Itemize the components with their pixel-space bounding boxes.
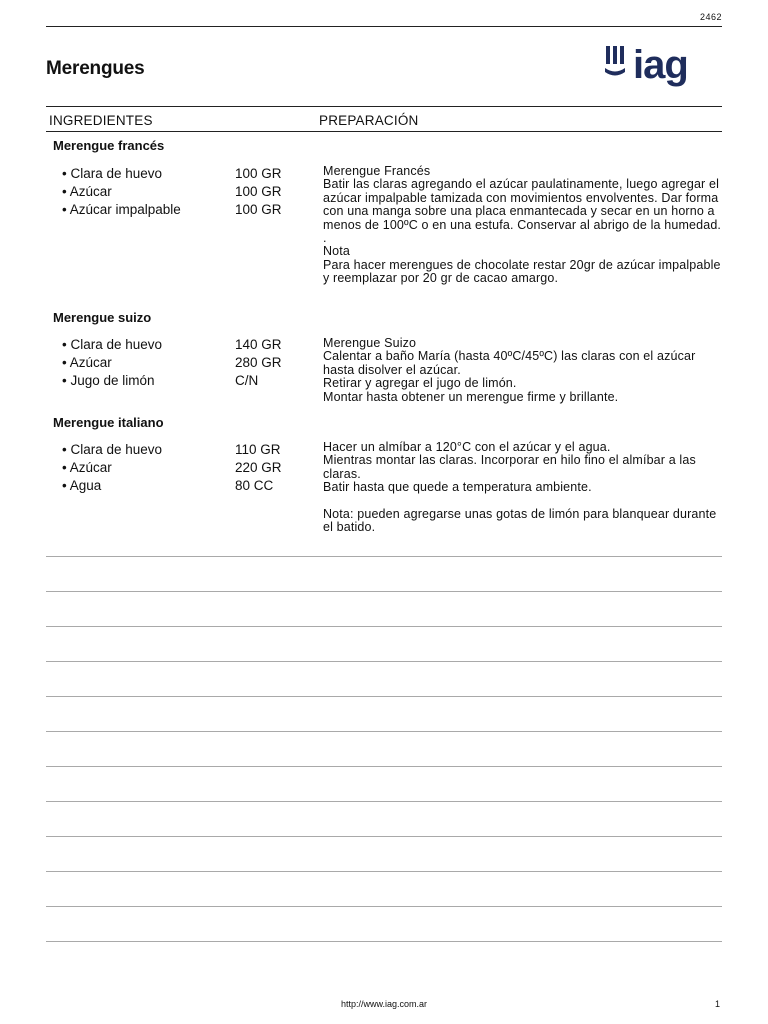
page-title: Merengues	[46, 58, 145, 79]
ingredient-name: • Azúcar	[62, 460, 112, 475]
preparation-step: .	[323, 231, 327, 246]
note-line	[46, 661, 722, 662]
preparation-step: Retirar y agregar el jugo de limón.	[323, 376, 517, 391]
ingredient-quantity: 100 GR	[235, 184, 282, 199]
section-title: Merengue italiano	[53, 415, 164, 430]
ingredient-quantity: 220 GR	[235, 460, 282, 475]
section-title: Merengue suizo	[53, 310, 152, 325]
header-rule	[46, 26, 722, 27]
ingredient-row	[62, 165, 302, 183]
note-line	[46, 591, 722, 592]
ingredient-row	[62, 459, 302, 477]
note-line	[46, 836, 722, 837]
ingredient-name: • Jugo de limón	[62, 373, 155, 388]
ingredient-row	[62, 336, 302, 354]
page-number: 1	[714, 999, 720, 1009]
preparation-text	[323, 165, 723, 286]
note-line	[46, 626, 722, 627]
ingredient-row	[62, 354, 302, 372]
ingredient-row	[62, 201, 302, 219]
note-line	[46, 906, 722, 907]
iag-logo	[604, 44, 708, 90]
table-header-rule	[46, 131, 722, 132]
notes-area	[46, 556, 722, 944]
ingredient-quantity: 100 GR	[235, 202, 282, 217]
preparation-step: Mientras montar las claras. Incorporar en hilo fino el almíbar a las claras.	[323, 453, 696, 481]
table-top-rule	[46, 106, 722, 107]
preparation-note-label: Nota	[323, 244, 351, 259]
ingredient-quantity: C/N	[235, 373, 259, 388]
note-line	[46, 941, 722, 942]
note-line	[46, 731, 722, 732]
preparation-step: Hacer un almíbar a 120°C con el azúcar y el agua.	[323, 440, 611, 454]
ingredient-quantity: 100 GR	[235, 166, 282, 181]
ingredient-name: • Azúcar	[62, 355, 112, 370]
ingredient-row	[62, 372, 302, 390]
ingredient-quantity: 280 GR	[235, 355, 282, 370]
logo-wordmark: iag	[633, 44, 688, 87]
ingredient-name: • Clara de huevo	[62, 166, 163, 181]
preparation-step: Batir hasta que quede a temperatura ambiente.	[323, 480, 592, 495]
preparation-step: Calentar a baño María (hasta 40ºC/45ºC) las claras con el azúcar hasta disolver el azúcar.	[323, 349, 696, 377]
ingredient-name: • Azúcar	[62, 184, 112, 199]
note-line	[46, 696, 722, 697]
ingredient-name: • Agua	[62, 478, 102, 493]
preparation-note: Nota: pueden agregarse unas gotas de limón para blanquear durante el batido.	[323, 507, 717, 535]
note-line	[46, 801, 722, 802]
preparation-heading: Merengue Francés	[323, 164, 431, 178]
preparation-text	[323, 337, 723, 404]
ingredient-quantity: 140 GR	[235, 337, 282, 352]
preparation-spacer	[323, 495, 723, 508]
ingredients-column-header: INGREDIENTES	[49, 113, 153, 128]
ingredient-row	[62, 441, 302, 459]
preparation-text	[323, 441, 723, 535]
note-line	[46, 871, 722, 872]
footer-url[interactable]: http://www.iag.com.ar	[340, 999, 428, 1009]
ingredient-row	[62, 183, 302, 201]
ingredient-row	[62, 477, 302, 495]
ingredient-quantity: 110 GR	[235, 442, 281, 457]
preparation-heading: Merengue Suizo	[323, 336, 417, 350]
ingredient-name: • Clara de huevo	[62, 442, 163, 457]
ingredient-name: • Azúcar impalpable	[62, 202, 181, 217]
document-number: 2462	[699, 12, 722, 22]
section-title: Merengue francés	[53, 138, 165, 153]
preparation-column-header: PREPARACIÓN	[319, 113, 419, 128]
preparation-step: Batir las claras agregando el azúcar paulatinamente, luego agregar el azúcar impalpable tamizada con movimientos envolventes. Dar forma con una manga sobre una placa enmantecada y secar en un horno a menos de 100ºC o en una estufa. Conservar al abrigo de la humedad.	[323, 177, 722, 232]
note-line	[46, 556, 722, 557]
ingredient-quantity: 80 CC	[235, 478, 274, 493]
preparation-step: Montar hasta obtener un merengue firme y brillante.	[323, 389, 619, 404]
ingredient-name: • Clara de huevo	[62, 337, 163, 352]
preparation-note: Para hacer merengues de chocolate restar 20gr de azúcar impalpable y reemplazar por 20 gr de cacao amargo.	[323, 257, 721, 286]
note-line	[46, 766, 722, 767]
